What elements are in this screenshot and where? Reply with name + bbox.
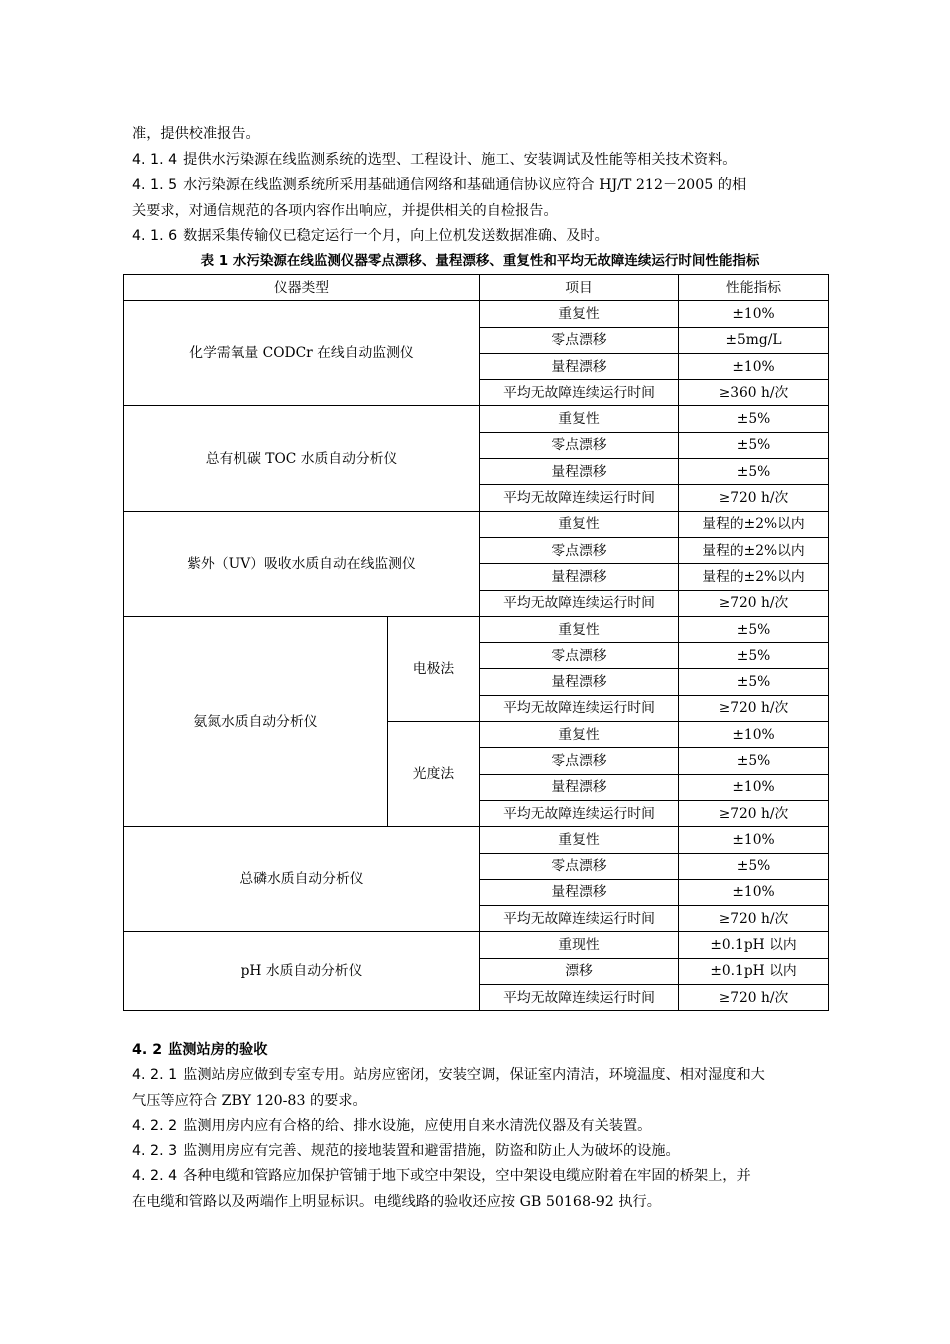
performance-cell: ±5%	[679, 748, 829, 774]
table-row	[124, 301, 829, 327]
item-cell: 量程漂移	[480, 564, 679, 590]
item-cell: 平均无故障连续运行时间	[480, 985, 679, 1011]
table-row	[124, 616, 829, 642]
table-caption: 表 1 水污染源在线监测仪器零点漂移、量程漂移、重复性和平均无故障连续运行时间性能指标	[200, 252, 760, 269]
table-row	[124, 511, 829, 537]
performance-cell: ±10%	[679, 774, 829, 800]
instrument-name: pH 水质自动分析仪	[124, 932, 480, 1011]
item-cell: 量程漂移	[480, 669, 679, 695]
section-heading	[132, 1038, 828, 1063]
table-header-row	[124, 275, 829, 301]
performance-cell: ±5%	[679, 669, 829, 695]
header-item: 项目	[480, 275, 679, 301]
intro-text	[132, 122, 828, 272]
performance-cell: ±10%	[679, 301, 829, 327]
item-cell: 量程漂移	[480, 774, 679, 800]
clause-4-1-4	[132, 148, 828, 174]
method-name: 电极法	[388, 616, 480, 721]
instrument-name: 氨氮水质自动分析仪	[124, 616, 388, 826]
table-row	[124, 932, 829, 958]
clause-4-2-3	[132, 1139, 828, 1164]
item-cell: 重复性	[480, 301, 679, 327]
clause-text: 监测站房应做到专室专用。站房应密闭，安装空调，保证室内清洁，环境温度、相对湿度和大	[183, 1067, 765, 1084]
clause-4-2-4	[132, 1164, 828, 1189]
instrument-name: 总有机碳 TOC 水质自动分析仪	[124, 406, 480, 511]
clause-number: 4. 2. 3	[132, 1143, 178, 1160]
clause-number: 4. 2. 1	[132, 1067, 178, 1084]
clause-4-1-5	[132, 173, 828, 199]
instrument-name: 化学需氧量 CODCr 在线自动监测仪	[124, 301, 480, 406]
performance-cell: ±5mg/L	[679, 327, 829, 353]
performance-cell: ±10%	[679, 827, 829, 853]
clause-4-2-4-cont: 在电缆和管路以及两端作上明显标识。电缆线路的验收还应按 GB 50168-92 执行。	[132, 1193, 661, 1210]
performance-cell: 量程的±2%以内	[679, 511, 829, 537]
performance-cell: ≥720 h/次	[679, 985, 829, 1011]
item-cell: 重复性	[480, 827, 679, 853]
performance-cell: 量程的±2%以内	[679, 564, 829, 590]
clause-text: 各种电缆和管路应加保护管铺于地下或空中架设，空中架设电缆应附着在牢固的桥架上，并	[183, 1168, 751, 1185]
performance-cell: ±5%	[679, 432, 829, 458]
clause-4-1-6	[132, 224, 828, 250]
item-cell: 平均无故障连续运行时间	[480, 380, 679, 406]
item-cell: 零点漂移	[480, 327, 679, 353]
performance-cell: ≥720 h/次	[679, 906, 829, 932]
instrument-name: 紫外（UV）吸收水质自动在线监测仪	[124, 511, 480, 616]
item-cell: 零点漂移	[480, 643, 679, 669]
item-cell: 零点漂移	[480, 853, 679, 879]
performance-cell: ≥720 h/次	[679, 695, 829, 721]
item-cell: 平均无故障连续运行时间	[480, 695, 679, 721]
performance-cell: ±10%	[679, 879, 829, 905]
performance-cell: ≥720 h/次	[679, 485, 829, 511]
item-cell: 量程漂移	[480, 353, 679, 379]
header-instrument-type: 仪器类型	[124, 275, 480, 301]
section-number: 4. 2	[132, 1042, 163, 1058]
performance-cell: ±5%	[679, 643, 829, 669]
clause-text: 监测用房内应有合格的给、排水设施，应使用自来水清洗仪器及有关装置。	[183, 1117, 652, 1134]
item-cell: 平均无故障连续运行时间	[480, 590, 679, 616]
header-performance: 性能指标	[679, 275, 829, 301]
item-cell: 重复性	[480, 722, 679, 748]
clause-4-2-1	[132, 1063, 828, 1088]
clause-4-2-1-cont: 气压等应符合 ZBY 120-83 的要求。	[132, 1092, 367, 1109]
performance-cell: ±0.1pH 以内	[679, 958, 829, 984]
clause-number: 4. 2. 2	[132, 1117, 178, 1134]
clause-text: 数据采集传输仪已稳定运行一个月，向上位机发送数据准确、及时。	[183, 228, 609, 244]
item-cell: 零点漂移	[480, 537, 679, 563]
item-cell: 平均无故障连续运行时间	[480, 800, 679, 826]
item-cell: 重复性	[480, 406, 679, 432]
clause-4-1-5-cont: 关要求，对通信规范的各项内容作出响应，并提供相关的自检报告。	[132, 202, 558, 219]
clause-number: 4. 2. 4	[132, 1168, 178, 1185]
performance-cell: ±5%	[679, 616, 829, 642]
section-4-2	[132, 1038, 828, 1215]
item-cell: 平均无故障连续运行时间	[480, 485, 679, 511]
item-cell: 重复性	[480, 511, 679, 537]
performance-cell: ±5%	[679, 459, 829, 485]
table-row	[124, 827, 829, 853]
performance-cell: ≥720 h/次	[679, 800, 829, 826]
item-cell: 重复性	[480, 616, 679, 642]
instrument-name: 总磷水质自动分析仪	[124, 827, 480, 932]
clause-text: 监测用房应有完善、规范的接地装置和避雷措施，防盗和防止人为破坏的设施。	[183, 1143, 680, 1160]
performance-cell: ±5%	[679, 853, 829, 879]
clause-number: 4. 1. 5	[132, 177, 178, 193]
performance-table	[123, 274, 829, 1011]
item-cell: 量程漂移	[480, 879, 679, 905]
clause-4-2-2	[132, 1114, 828, 1139]
performance-cell: 量程的±2%以内	[679, 537, 829, 563]
section-title: 监测站房的验收	[168, 1042, 268, 1058]
performance-cell: ±10%	[679, 722, 829, 748]
clause-number: 4. 1. 6	[132, 228, 178, 244]
performance-cell: ≥720 h/次	[679, 590, 829, 616]
performance-cell: ±10%	[679, 353, 829, 379]
performance-cell: ±0.1pH 以内	[679, 932, 829, 958]
clause-text: 水污染源在线监测系统所采用基础通信网络和基础通信协议应符合 HJ/T 212－2005 的相	[183, 177, 747, 193]
performance-cell: ±5%	[679, 406, 829, 432]
item-cell: 零点漂移	[480, 432, 679, 458]
paragraph-continuation: 准，提供校准报告。	[132, 126, 260, 142]
performance-cell: ≥360 h/次	[679, 380, 829, 406]
clause-number: 4. 1. 4	[132, 151, 178, 168]
item-cell: 重现性	[480, 932, 679, 958]
item-cell: 漂移	[480, 958, 679, 984]
item-cell: 零点漂移	[480, 748, 679, 774]
table-row	[124, 406, 829, 432]
item-cell: 平均无故障连续运行时间	[480, 906, 679, 932]
item-cell: 量程漂移	[480, 459, 679, 485]
clause-text: 提供水污染源在线监测系统的选型、工程设计、施工、安装调试及性能等相关技术资料。	[183, 151, 737, 168]
method-name: 光度法	[388, 722, 480, 827]
